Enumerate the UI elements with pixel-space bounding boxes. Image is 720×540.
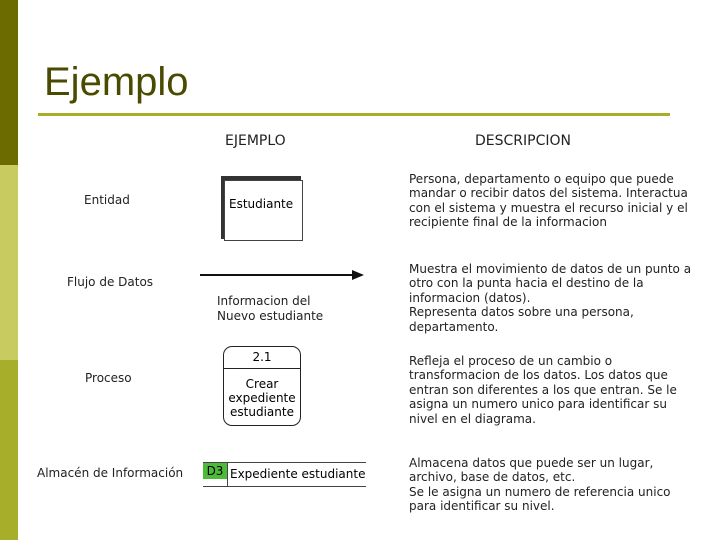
process-name: [224, 377, 300, 419]
process-symbol: [223, 346, 301, 426]
row-label-data-store: Almacén de Información: [37, 466, 184, 480]
row-label-entity: Entidad: [84, 193, 130, 207]
data-store-description: [409, 456, 699, 514]
entity-name: Estudiante: [229, 197, 294, 211]
data-store-name: Expediente estudiante: [230, 467, 366, 481]
process-name-line-1: Crear: [245, 377, 279, 391]
data-flow-label-line-1: Informacion del: [217, 294, 311, 308]
entity-description: Persona, departamento o equipo que puede mandar o recibir datos del sistema. Interactua con el sistema y muestra el recurso inicial y el recipiente final de la informacion: [409, 172, 688, 230]
data-flow-label-line-2: Nuevo estudiante: [217, 308, 324, 323]
side-bar-top: [0, 0, 18, 165]
data-store-description-1: Almacena datos que puede ser un lugar, archivo, base de datos, etc.: [409, 456, 654, 485]
title-underline: [38, 113, 670, 116]
process-description: Refleja el proceso de un cambio o transformacion de los datos. Los datos que entran son diferentes a los que entran. Se le asigna un numero unico para identificar su nivel en el diagrama.: [409, 354, 677, 426]
process-name-line-2: expediente: [228, 391, 296, 405]
data-flow-arrow: [200, 268, 366, 284]
process-divider: [224, 368, 300, 369]
process-id: 2.1: [252, 350, 272, 364]
data-flow-description-2: Representa datos sobre una persona, departamento.: [409, 305, 634, 334]
data-flow-description: [409, 262, 699, 334]
data-store-description-2: Se le asigna un numero de referencia unico para identificar su nivel.: [409, 484, 671, 514]
slide-title: Ejemplo: [44, 60, 189, 104]
entity-symbol: [224, 180, 303, 241]
side-bar-middle: [0, 165, 18, 360]
side-bar-bottom: [0, 360, 18, 540]
data-store-bottom-line: [203, 486, 366, 487]
data-store-divider: [227, 462, 228, 487]
process-name-line-3: estudiante: [230, 405, 294, 419]
column-header-description: DESCRIPCION: [475, 133, 571, 149]
data-store-id: D3: [203, 463, 227, 479]
row-label-process: Proceso: [85, 371, 132, 385]
column-header-example: EJEMPLO: [225, 133, 286, 149]
data-flow-description-1: Muestra el movimiento de datos de un punto a otro con la punta hacia el destino de la informacion (datos).: [409, 262, 692, 305]
data-flow-label: [217, 294, 323, 323]
row-label-data-flow: Flujo de Datos: [67, 275, 154, 289]
